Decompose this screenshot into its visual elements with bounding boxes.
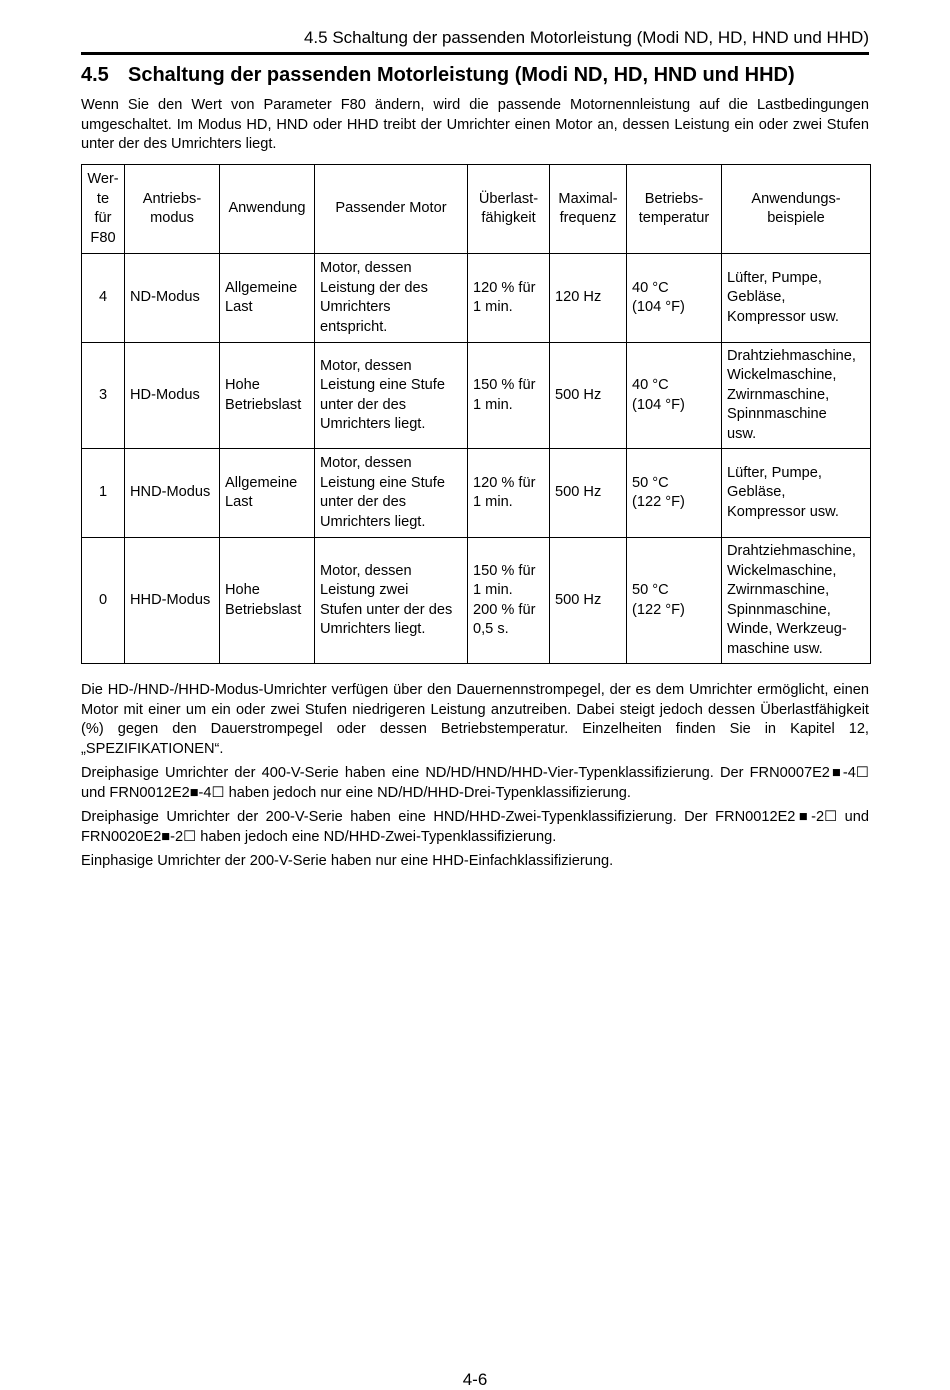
note-paragraph: Dreiphasige Umrichter der 400-V-Serie haben eine ND/HD/HND/HHD-Vier-Typenklassifizierung. Der FRN0007E2■-4☐ und FRN0012E2■-4☐ haben jedoch nur eine ND/HD/HHD-Drei-Typenklassifizierung.	[81, 765, 869, 801]
cell-text: 40 °C	[632, 377, 669, 393]
cell-text: (122 °F)	[632, 601, 685, 618]
table-cell	[82, 449, 125, 538]
table-cell	[315, 343, 468, 449]
cell-text: Drahtziehmaschine,	[727, 543, 856, 559]
table-cell	[82, 254, 125, 343]
column-header-text: te	[96, 190, 110, 207]
cell-text: unter der des	[320, 494, 406, 510]
cell-text: 500 Hz	[555, 484, 602, 501]
cell-text: 120 % für	[473, 279, 536, 296]
column-header-text: Anwendung	[228, 200, 306, 217]
cell-text: 1 min.	[473, 396, 513, 413]
page-number: 4-6	[462, 1370, 488, 1389]
table-cell	[220, 538, 315, 664]
cell-text: Stufen unter der des	[320, 601, 453, 618]
table-cell	[722, 254, 871, 343]
table-cell	[125, 538, 220, 664]
column-header-text: modus	[150, 210, 194, 226]
cell-text: Hohe	[225, 377, 260, 393]
column-header	[550, 165, 627, 254]
cell-text: 200 % für	[473, 601, 536, 618]
cell-text: HHD-Modus	[130, 591, 211, 608]
cell-text: 120 % für	[473, 474, 536, 491]
cell-text: 4	[98, 289, 108, 306]
cell-text: 40 °C	[632, 279, 669, 296]
cell-text: Lüfter, Pumpe,	[727, 269, 822, 286]
table-row	[82, 343, 871, 449]
cell-text: Motor, dessen	[320, 562, 412, 579]
note-paragraph: Die HD-/HND-/HHD-Modus-Umrichter verfügen über den Dauernennstrompegel, der es dem Umrichter ermöglicht, einen Motor mit einer um ein oder zwei Stufen niedrigeren Leistung anzutreiben. Dabei steigt jedoch dessen Überlastfähigkeit (%) gegen den Dauerstrompegel oder dessen Betriebstemperatur. Einzelheiten finden Sie in Kapitel 12, „SPEZIFIKATIONEN“.	[81, 682, 869, 757]
column-header-text: Anwendungs-	[751, 190, 841, 207]
column-header-text: beispiele	[767, 210, 825, 226]
table-cell	[125, 254, 220, 343]
cell-text: 50 °C	[632, 582, 669, 598]
table-cell	[82, 343, 125, 449]
notes	[81, 681, 869, 877]
section-heading	[81, 62, 869, 88]
table-cell	[722, 343, 871, 449]
table-row	[82, 254, 871, 343]
table-cell	[82, 538, 125, 664]
cell-text: 1 min.	[473, 582, 513, 598]
cell-text: Gebläse,	[727, 484, 786, 501]
table-cell	[220, 449, 315, 538]
column-header-text: frequenz	[559, 210, 617, 226]
column-header	[468, 165, 550, 254]
cell-text: Drahtziehmaschine,	[727, 347, 856, 364]
cell-text: Wickelmaschine,	[727, 562, 837, 579]
column-header-text: F80	[90, 229, 116, 246]
table-cell	[550, 254, 627, 343]
table-cell	[125, 449, 220, 538]
cell-text: Hohe	[225, 582, 260, 598]
column-header	[82, 165, 125, 254]
column-header-text: fähigkeit	[481, 210, 536, 226]
motor-mode-table	[81, 164, 871, 664]
cell-text: Motor, dessen	[320, 455, 412, 471]
cell-text: 3	[98, 386, 108, 403]
cell-text: Gebläse,	[727, 289, 786, 306]
cell-text: Kompressor usw.	[727, 308, 839, 325]
table-cell	[722, 449, 871, 538]
table-cell	[550, 449, 627, 538]
cell-text: Leistung eine Stufe	[320, 474, 445, 491]
cell-text: 1 min.	[473, 494, 513, 510]
cell-text: Wickelmaschine,	[727, 367, 837, 384]
intro-paragraph: Wenn Sie den Wert von Parameter F80 ändern, wird die passende Motornennleistung auf die Lastbedingungen umgeschaltet. Im Modus HD, HND oder HHD treibt der Umrichter einen Motor an, dessen Leistung ein oder zwei Stufen unter der des Umrichters liegt.	[81, 97, 869, 152]
note-paragraph: Einphasige Umrichter der 200-V-Serie haben nur eine HHD-Einfachklassifizierung.	[81, 853, 614, 869]
table-cell	[627, 538, 722, 664]
table-cell	[315, 254, 468, 343]
table-cell	[468, 343, 550, 449]
table-cell	[220, 254, 315, 343]
cell-text: Lüfter, Pumpe,	[727, 464, 822, 481]
cell-text: 1	[98, 484, 108, 501]
cell-text: unter der des	[320, 396, 406, 413]
table-row	[82, 538, 871, 664]
header-rule	[81, 52, 869, 55]
cell-text: maschine usw.	[727, 640, 823, 657]
cell-text: (122 °F)	[632, 494, 685, 510]
cell-text: 0	[98, 591, 108, 608]
column-header	[220, 165, 315, 254]
cell-text: 500 Hz	[555, 386, 602, 403]
cell-text: 150 % für	[473, 562, 536, 579]
column-header	[125, 165, 220, 254]
column-header	[722, 165, 871, 254]
table-cell	[550, 343, 627, 449]
table-cell	[468, 254, 550, 343]
column-header-text: Betriebs-	[644, 190, 704, 207]
cell-text: Zwirnmaschine,	[727, 582, 830, 598]
column-header	[627, 165, 722, 254]
column-header-text: Wer-	[87, 171, 119, 187]
column-header-text: temperatur	[638, 210, 710, 226]
cell-text: (104 °F)	[632, 396, 685, 413]
cell-text: Allgemeine	[225, 279, 298, 296]
table-cell	[468, 449, 550, 538]
cell-text: 50 °C	[632, 474, 669, 491]
cell-text: Last	[225, 494, 253, 510]
table-cell	[627, 449, 722, 538]
column-header-text: Maximal-	[558, 190, 618, 207]
cell-text: Last	[225, 299, 253, 315]
section-number: 4.5	[81, 64, 109, 86]
table-cell	[315, 449, 468, 538]
column-header-text: Antriebs-	[142, 190, 202, 207]
table-row	[82, 449, 871, 538]
table-cell	[468, 538, 550, 664]
note-paragraph: Dreiphasige Umrichter der 200-V-Serie haben eine HND/HHD-Zwei-Typenklassifizierung. Der FRN0012E2■-2☐ und FRN0020E2■-2☐ haben jedoch eine ND/HHD-Zwei-Typenklassifizierung.	[81, 809, 869, 845]
cell-text: 120 Hz	[555, 289, 602, 306]
cell-text: Spinnmaschine	[727, 406, 827, 423]
cell-text: Zwirnmaschine,	[727, 386, 830, 403]
table-cell	[722, 538, 871, 664]
cell-text: Umrichters liegt.	[320, 416, 426, 432]
cell-text: ND-Modus	[130, 289, 200, 306]
table-cell	[627, 343, 722, 449]
cell-text: Betriebslast	[225, 396, 302, 413]
section-title: Schaltung der passenden Motorleistung (Modi ND, HD, HND und HHD)	[128, 64, 795, 86]
table-cell	[627, 254, 722, 343]
table-body	[82, 254, 871, 664]
cell-text: Motor, dessen	[320, 260, 412, 276]
table-cell	[550, 538, 627, 664]
table-cell	[125, 343, 220, 449]
table-cell	[315, 538, 468, 664]
cell-text: Leistung der des	[320, 279, 428, 296]
cell-text: entspricht.	[320, 318, 388, 335]
cell-text: Leistung zwei	[320, 582, 409, 598]
cell-text: Umrichters	[320, 299, 391, 315]
cell-text: 1 min.	[473, 299, 513, 315]
cell-text: Umrichters liegt.	[320, 513, 426, 530]
table-cell	[220, 343, 315, 449]
cell-text: usw.	[727, 425, 757, 442]
cell-text: Allgemeine	[225, 474, 298, 491]
cell-text: Motor, dessen	[320, 357, 412, 374]
column-header-text: für	[94, 210, 112, 226]
cell-text: Betriebslast	[225, 601, 302, 618]
cell-text: HD-Modus	[130, 386, 200, 403]
cell-text: Umrichters liegt.	[320, 621, 426, 637]
column-header	[315, 165, 468, 254]
cell-text: HND-Modus	[130, 484, 211, 501]
running-header: 4.5 Schaltung der passenden Motorleistung (Modi ND, HD, HND und HHD)	[303, 28, 869, 47]
cell-text: Kompressor usw.	[727, 503, 839, 520]
column-header-text: Passender Motor	[335, 200, 447, 217]
cell-text: (104 °F)	[632, 299, 685, 315]
cell-text: Leistung eine Stufe	[320, 377, 445, 393]
cell-text: 0,5 s.	[473, 621, 509, 637]
cell-text: 150 % für	[473, 377, 536, 393]
cell-text: Spinnmaschine,	[727, 601, 831, 618]
cell-text: 500 Hz	[555, 591, 602, 608]
table-header-row	[82, 165, 871, 254]
column-header-text: Überlast-	[478, 190, 539, 207]
cell-text: Winde, Werkzeug-	[727, 621, 847, 637]
